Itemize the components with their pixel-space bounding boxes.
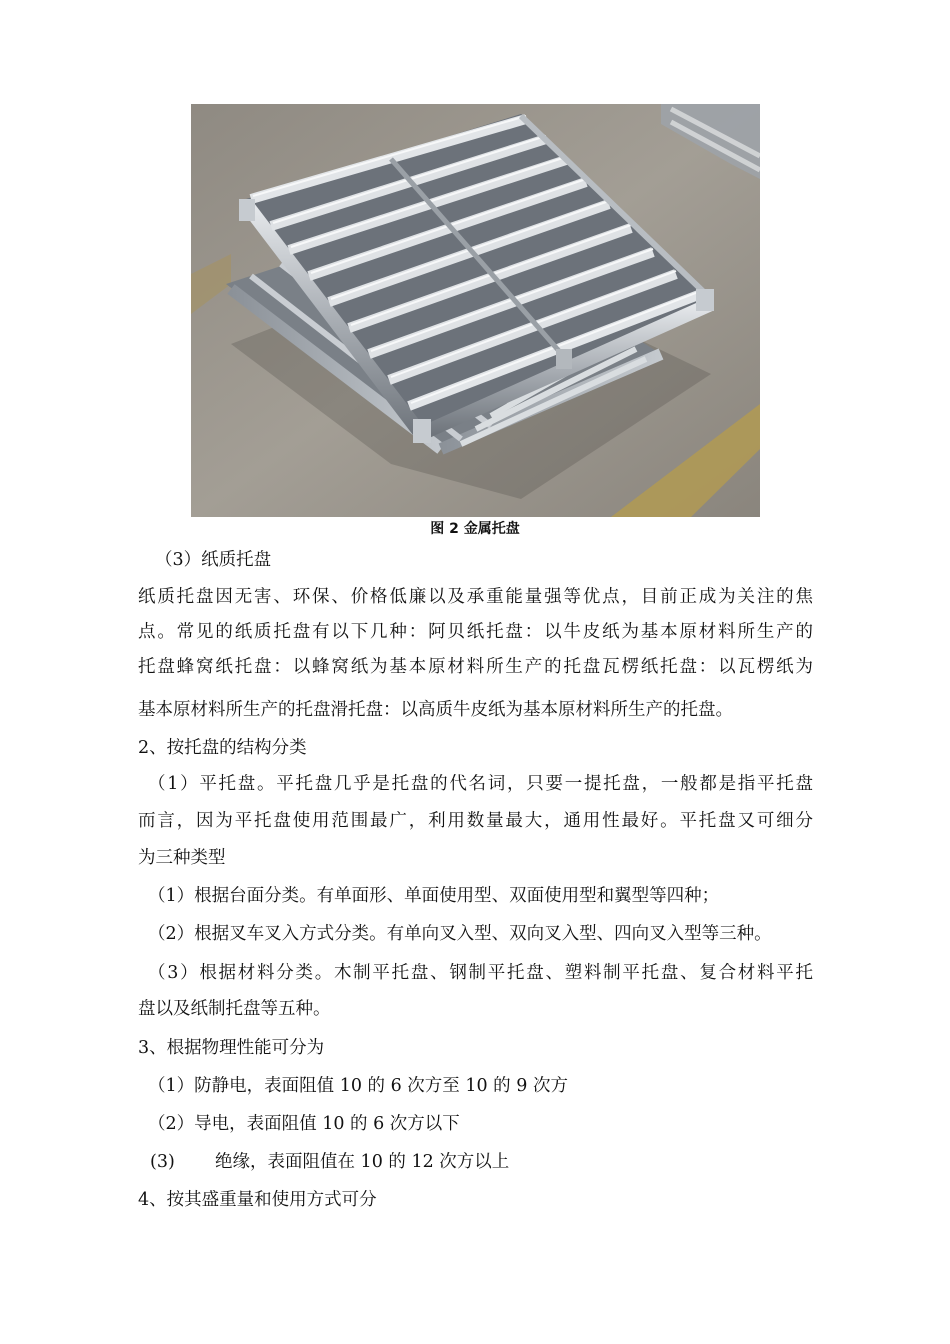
paragraph-line: （1）平托盘。平托盘几乎是托盘的代名词，只要一提托盘，一般都是指平托盘 bbox=[148, 774, 813, 794]
subheading-paper-pallet: （3）纸质托盘 bbox=[155, 550, 272, 570]
paragraph-line: 为三种类型 bbox=[138, 848, 226, 868]
list-item: （3）根据材料分类。木制平托盘、钢制平托盘、塑料制平托盘、复合材料平托 bbox=[148, 963, 813, 983]
list-item: （1）防静电，表面阻值 10 的 6 次方至 10 的 9 次方 bbox=[148, 1076, 568, 1096]
list-item-number: (3) bbox=[150, 1152, 175, 1172]
metal-pallet-photo bbox=[191, 104, 760, 517]
paragraph-line: 基本原材料所生产的托盘滑托盘：以高质牛皮纸为基本原材料所生产的托盘。 bbox=[138, 700, 733, 720]
list-item: （1）根据台面分类。有单面形、单面使用型、双面使用型和翼型等四种； bbox=[148, 886, 720, 906]
list-item: 盘以及纸制托盘等五种。 bbox=[138, 999, 331, 1019]
list-item: 绝缘，表面阻值在 10 的 12 次方以上 bbox=[215, 1152, 510, 1172]
list-item: （2）导电，表面阻值 10 的 6 次方以下 bbox=[148, 1114, 460, 1134]
paragraph-line: 而言，因为平托盘使用范围最广，利用数量最大，通用性最好。平托盘又可细分 bbox=[138, 811, 813, 831]
paragraph-line: 点。常见的纸质托盘有以下几种：阿贝纸托盘：以牛皮纸为基本原材料所生产的 bbox=[138, 622, 813, 642]
section-heading-structure: 2、按托盘的结构分类 bbox=[138, 738, 307, 758]
paragraph-line: 托盘蜂窝纸托盘：以蜂窝纸为基本原材料所生产的托盘瓦楞纸托盘：以瓦楞纸为 bbox=[138, 657, 813, 677]
section-heading-physical: 3、根据物理性能可分为 bbox=[138, 1038, 325, 1058]
section-heading-weight: 4、按其盛重量和使用方式可分 bbox=[138, 1190, 377, 1210]
paragraph-line: 纸质托盘因无害、环保、价格低廉以及承重能量强等优点，目前正成为关注的焦 bbox=[138, 587, 813, 607]
figure-caption: 图 2 金属托盘 bbox=[430, 521, 520, 537]
list-item: （2）根据叉车叉入方式分类。有单向叉入型、双向叉入型、四向叉入型等三种。 bbox=[148, 924, 772, 944]
